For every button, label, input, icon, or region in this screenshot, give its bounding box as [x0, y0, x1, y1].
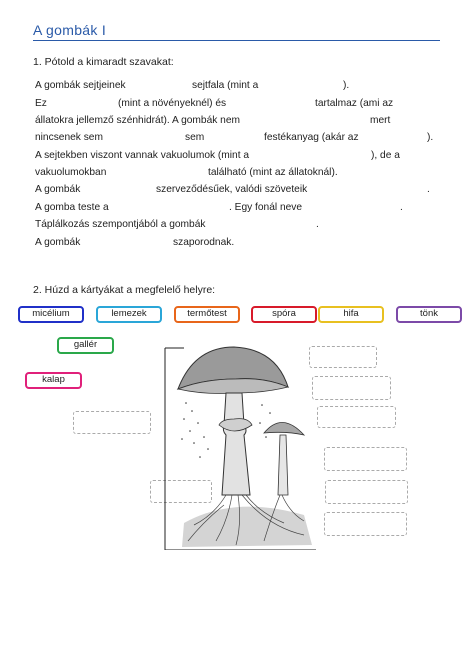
line4-part-c: festékanyag (akár az	[264, 132, 359, 143]
drop-slot[interactable]	[312, 376, 391, 400]
card-tonk[interactable]	[396, 306, 462, 323]
line9-part-b: .	[316, 219, 319, 230]
card-galler[interactable]	[57, 337, 114, 354]
line2-part-b: (mint a növényeknél) és	[118, 98, 227, 109]
card-kalap[interactable]	[25, 372, 82, 389]
card-lemezek[interactable]	[96, 306, 162, 323]
line2-part-c: tartalmaz (ami az	[315, 98, 394, 109]
line8-part-c: .	[400, 202, 403, 213]
line3-part-a: állatokra jellemző szénhidrát). A gombák nem	[35, 115, 240, 126]
line10-part-b: szaporodnak.	[173, 237, 235, 248]
line4-part-b: sem	[185, 132, 205, 143]
card-hifa[interactable]	[318, 306, 384, 323]
mushroom-diagram	[164, 345, 316, 550]
drop-slot[interactable]	[325, 480, 408, 504]
card-termotest[interactable]	[174, 306, 240, 323]
title-divider	[33, 40, 440, 41]
line10-part-a: A gombák	[35, 237, 81, 248]
line6-part-b: található (mint az állatoknál).	[208, 167, 338, 178]
card-label: spóra	[272, 308, 296, 319]
card-label: termőtest	[187, 308, 227, 319]
line7-part-c: .	[427, 184, 430, 195]
line3-part-b: mert	[370, 115, 391, 126]
card-label: kalap	[42, 374, 65, 385]
line5-part-b: ), de a	[371, 150, 400, 161]
drop-slot[interactable]	[324, 512, 407, 536]
line1-part-c: ).	[343, 80, 350, 91]
card-label: micélium	[32, 308, 70, 319]
line1-part-b: sejtfala (mint a	[192, 80, 259, 91]
card-spora[interactable]	[251, 306, 317, 323]
card-micelium[interactable]	[18, 306, 84, 323]
drop-slot[interactable]	[324, 447, 407, 471]
task2-heading: 2. Húzd a kártyákat a megfelelő helyre:	[33, 284, 216, 296]
line8-part-a: A gomba teste a	[35, 202, 109, 213]
card-label: gallér	[73, 339, 98, 350]
line2-part-a: Ez	[35, 98, 47, 109]
line8-part-b: . Egy fonál neve	[229, 202, 303, 213]
drop-slot[interactable]	[317, 406, 396, 428]
page-title: A gombák I	[33, 22, 107, 38]
line7-part-a: A gombák	[35, 184, 81, 195]
line5-part-a: A sejtekben viszont vannak vakuolumok (mint a	[35, 150, 250, 161]
line4-part-a: nincsenek sem	[35, 132, 103, 143]
line6-part-a: vakuolumokban	[35, 167, 107, 178]
line9-part-a: Táplálkozás szempontjából a gombák	[35, 219, 206, 230]
line7-part-b: szerveződésűek, valódi szöveteik	[156, 184, 308, 195]
drop-slot[interactable]	[309, 346, 377, 368]
line4-part-d: ).	[427, 132, 434, 143]
card-label: hifa	[343, 308, 359, 319]
line1-part-a: A gombák sejtjeinek	[35, 80, 126, 91]
drop-slot[interactable]	[73, 411, 151, 434]
card-label: lemezek	[111, 308, 147, 319]
card-label: tönk	[420, 308, 438, 319]
task1-heading: 1. Pótold a kimaradt szavakat:	[33, 56, 174, 68]
